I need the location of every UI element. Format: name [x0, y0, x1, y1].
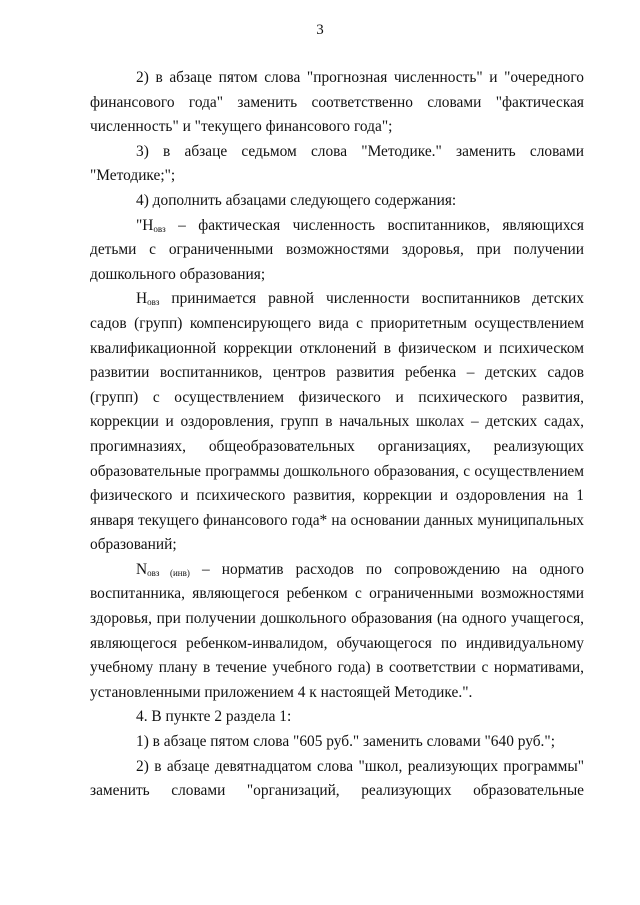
paragraph-item-4: 4) дополнить абзацами следующего содержания:: [136, 191, 457, 209]
symbol-n-ovz: $Н_{овз}$: [136, 290, 160, 308]
paragraph-point-4-1: 1) в абзаце пятом слова "605 руб." заменить словами "640 руб.";: [136, 733, 555, 751]
symbol-n-ovz: $Н_{овз}$: [142, 216, 166, 234]
document-body: [90, 66, 584, 804]
paragraph-n-ovz-inv: [90, 558, 584, 706]
paragraph-point-4: 4. В пункте 2 раздела 1:: [136, 708, 292, 726]
paragraph-item-3: 3) в абзаце седьмом слова "Методике." заменить словами "Методике;";: [90, 142, 584, 185]
paragraph-n-ovz-equal: [90, 287, 584, 558]
open-quote: ": [136, 216, 143, 234]
definition-text: – норматив расходов по сопровождению на одного воспитанника, являющегося ребенком с ограниченными возможностями здоровья, при получении дошкольного образования (на одного учащегося, являющегося ребенком-инвалидом, обучающегося по индивидуальному учебному плану в течение учебного года) в соответствии с нормативами, установленными приложением 4 к настоящей Методике.".: [90, 560, 584, 701]
page-number: 3: [316, 22, 324, 38]
definition-text: принимается равной численности воспитанников детских садов (групп) компенсирующего вида с приоритетным осуществлением квалификационной коррекции отклонений в физическом и психическом развитии воспитанников, центров развития ребенка – детских садов (групп) с осуществлением физического и психического развития, коррекции и оздоровления, групп в начальных школах – детских садах, прогимназиях, общеобразовательных организациях, реализующих образовательные программы дошкольного образования, с осуществлением физического и психического развития, коррекции и оздоровления на 1 января текущего финансового года* на основании данных муниципальных образований;: [90, 290, 584, 554]
paragraph-item-2: 2) в абзаце пятом слова "прогнозная численность" и "очередного финансового года" заменить соответственно словами "фактическая численность" и "текущего финансового года";: [90, 69, 584, 136]
paragraph-point-4-2: 2) в абзаце девятнадцатом слова "школ, реализующих программы" заменить словами "организаций, реализующих образовательные: [90, 757, 584, 800]
symbol-n-ovz-inv: $N_{овз (инв)}$: [136, 560, 190, 578]
paragraph-definition-n-ovz: [90, 214, 584, 288]
definition-text: – фактическая численность воспитанников, являющихся детьми с ограниченными возможностями здоровья, при получении дошкольного образования;: [90, 216, 584, 283]
